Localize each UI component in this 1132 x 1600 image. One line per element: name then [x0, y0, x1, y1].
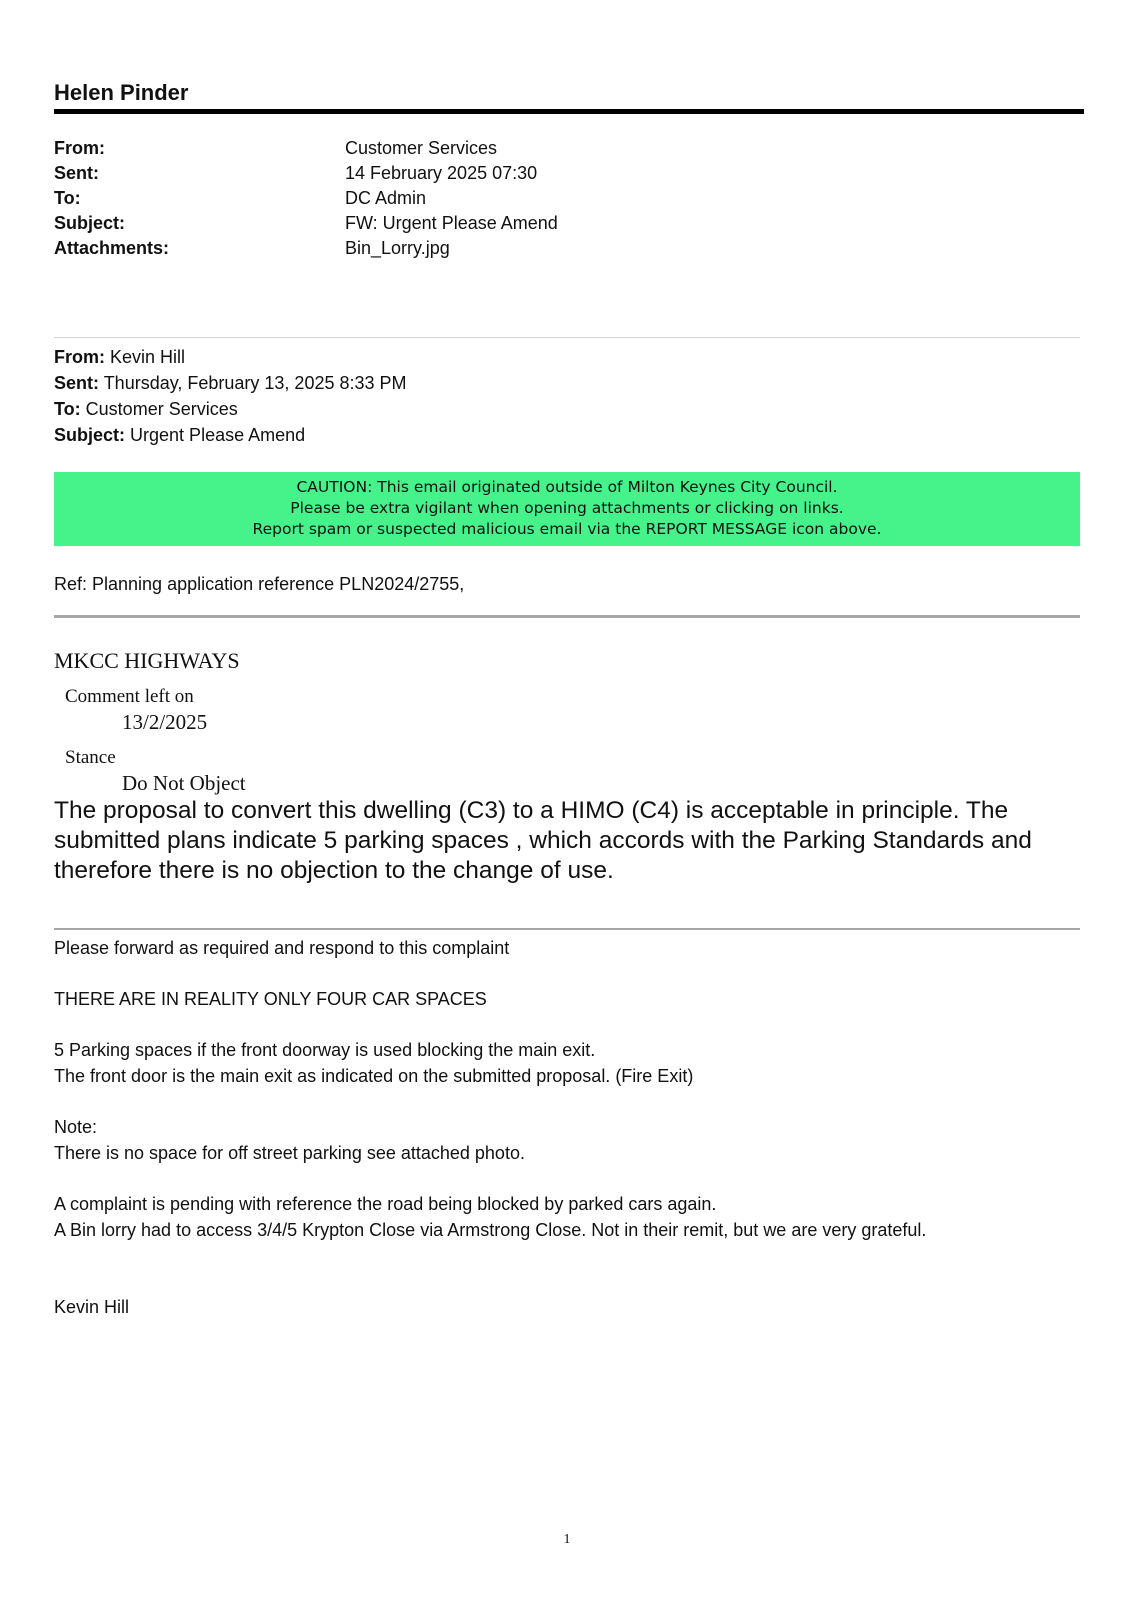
forwarded-subject-row	[54, 423, 305, 449]
forwarded-subject-value: Urgent Please Amend	[130, 425, 306, 445]
header-from-value: Customer Services	[345, 138, 498, 158]
forward-divider	[54, 337, 1080, 338]
comment-left-label: Comment left on	[65, 686, 194, 707]
forwarded-to-value: Customer Services	[85, 399, 238, 419]
forwarded-from-row	[54, 345, 185, 371]
header-sent-value: 14 February 2025 07:30	[345, 163, 538, 183]
caution-line-3: Report spam or suspected malicious email via the REPORT MESSAGE icon above.	[252, 520, 882, 538]
comment-date: 13/2/2025	[122, 710, 208, 734]
header-to-value: DC Admin	[345, 188, 427, 208]
header-attachments-value[interactable]: Bin_Lorry.jpg	[345, 238, 450, 258]
body-line-parking: 5 Parking spaces if the front doorway is used blocking the main exit.	[54, 1040, 596, 1060]
page-number: 1	[563, 1532, 571, 1547]
header-sent-label: Sent:	[54, 163, 99, 183]
quote-top-divider	[54, 615, 1080, 618]
external-email-caution-banner	[54, 472, 1080, 546]
forwarded-subject-label: Subject:	[54, 425, 126, 445]
stance-label: Stance	[65, 747, 116, 768]
forwarded-to-label: To:	[54, 399, 81, 419]
stance-value: Do Not Object	[122, 771, 246, 795]
caution-line-1: CAUTION: This email originated outside of Milton Keynes City Council.	[296, 478, 838, 496]
forwarded-sent-value: Thursday, February 13, 2025 8:33 PM	[103, 373, 407, 393]
header-subject-value: FW: Urgent Please Amend	[345, 213, 558, 233]
body-line-claim: THERE ARE IN REALITY ONLY FOUR CAR SPACES	[54, 989, 487, 1009]
header-to-label: To:	[54, 188, 81, 208]
body-line-request: Please forward as required and respond to this complaint	[54, 938, 510, 958]
forwarded-from-value: Kevin Hill	[110, 347, 186, 367]
consultee-comment-text: The proposal to convert this dwelling (C3) to a HIMO (C4) is acceptable in principle. The submitted plans indicate 5 parking spaces , which accords with the Parking Standards and therefore there is no objection to the change of use.	[54, 797, 1032, 884]
mailbox-owner-name: Helen Pinder	[54, 80, 189, 105]
quote-bottom-divider	[54, 928, 1080, 930]
body-line-note: There is no space for off street parking see attached photo.	[54, 1143, 525, 1163]
planning-reference-line: Ref: Planning application reference PLN2024/2755,	[54, 574, 465, 594]
caution-line-2: Please be extra vigilant when opening attachments or clicking on links.	[290, 499, 844, 517]
header-from-label: From:	[54, 138, 105, 158]
header-divider	[54, 109, 1084, 114]
consultee-name: MKCC HIGHWAYS	[54, 648, 240, 673]
signature: Kevin Hill	[54, 1297, 130, 1317]
forwarded-sent-row	[54, 371, 407, 397]
forwarded-sent-label: Sent:	[54, 373, 99, 393]
header-attachments-label: Attachments:	[54, 238, 170, 258]
header-subject-label: Subject:	[54, 213, 126, 233]
forwarded-from-label: From:	[54, 347, 105, 367]
forwarded-to-row	[54, 397, 238, 423]
body-line-note-label: Note:	[54, 1117, 98, 1137]
body-line-complaint: A complaint is pending with reference the road being blocked by parked cars again.	[54, 1194, 717, 1214]
email-printout-page	[54, 0, 1080, 1600]
body-line-bin-lorry: A Bin lorry had to access 3/4/5 Krypton Close via Armstrong Close. Not in their remit, but we are very grateful.	[54, 1220, 927, 1240]
body-line-front-door: The front door is the main exit as indicated on the submitted proposal. (Fire Exit)	[54, 1066, 694, 1086]
